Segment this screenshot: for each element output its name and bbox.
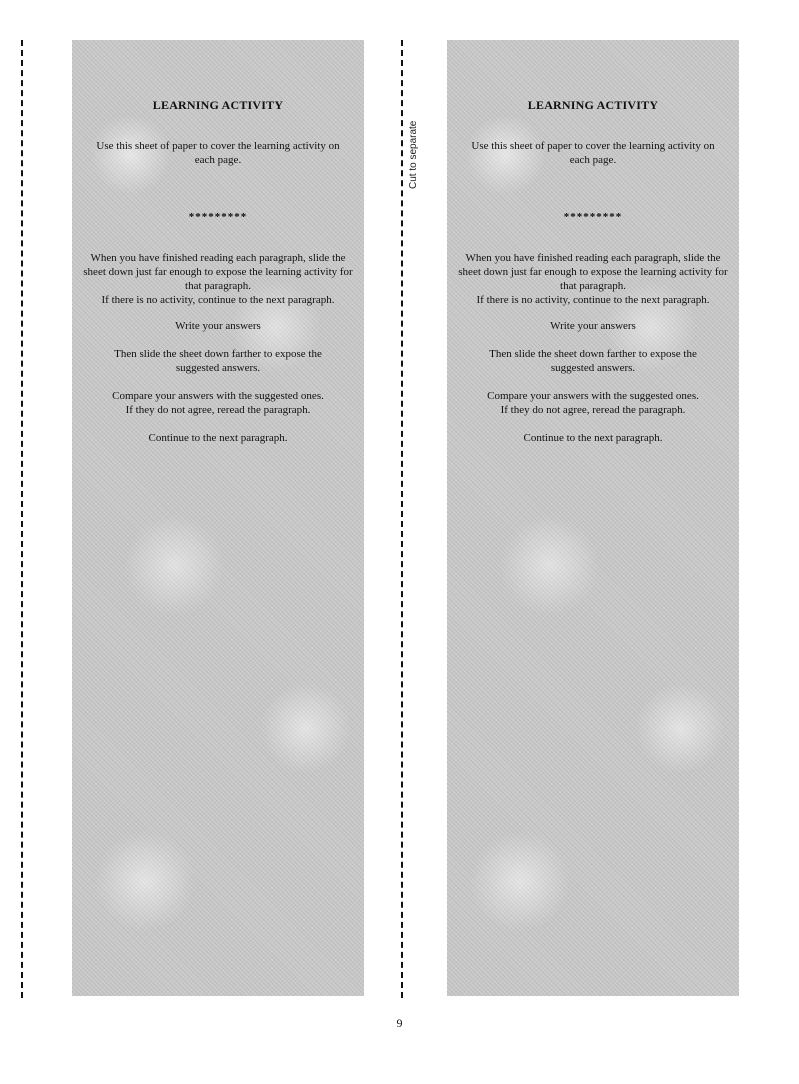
learning-activity-card-right bbox=[447, 40, 739, 996]
card-intro: Use this sheet of paper to cover the learning activity on each page. bbox=[471, 140, 715, 166]
cut-label: Cut to separate bbox=[408, 118, 419, 192]
compare-line: Compare your answers with the suggested ones. bbox=[112, 390, 324, 402]
compare-block bbox=[78, 389, 358, 417]
instruction-line: When you have finished reading each paragraph, slide the sheet down just far enough to expose the learning activity for that paragraph. bbox=[458, 252, 728, 292]
instructions-block bbox=[78, 251, 358, 307]
compare-line: If they do not agree, reread the paragraph. bbox=[500, 404, 686, 416]
instruction-line: If there is no activity, continue to the next paragraph. bbox=[476, 294, 710, 306]
card-intro: Use this sheet of paper to cover the learning activity on each page. bbox=[96, 140, 340, 166]
card-title: LEARNING ACTIVITY bbox=[527, 98, 659, 112]
compare-line: If they do not agree, reread the paragraph. bbox=[125, 404, 311, 416]
slide-instruction: Then slide the sheet down farther to expose the suggested answers. bbox=[489, 348, 697, 374]
left-cut-line bbox=[21, 40, 23, 998]
card-title: LEARNING ACTIVITY bbox=[152, 98, 284, 112]
instructions-block bbox=[453, 251, 733, 307]
continue-instruction: Continue to the next paragraph. bbox=[148, 432, 288, 444]
instruction-line: If there is no activity, continue to the next paragraph. bbox=[101, 294, 335, 306]
star-separator: ********* bbox=[563, 211, 623, 223]
learning-activity-card-left bbox=[72, 40, 364, 996]
slide-instruction: Then slide the sheet down farther to expose the suggested answers. bbox=[114, 348, 322, 374]
page-number: 9 bbox=[396, 1016, 403, 1030]
continue-instruction: Continue to the next paragraph. bbox=[523, 432, 663, 444]
instruction-line: When you have finished reading each paragraph, slide the sheet down just far enough to expose the learning activity for that paragraph. bbox=[83, 252, 353, 292]
write-answers: Write your answers bbox=[175, 320, 261, 332]
compare-line: Compare your answers with the suggested ones. bbox=[487, 390, 699, 402]
write-answers: Write your answers bbox=[550, 320, 636, 332]
star-separator: ********* bbox=[188, 211, 248, 223]
compare-block bbox=[453, 389, 733, 417]
middle-cut-line bbox=[401, 40, 403, 998]
